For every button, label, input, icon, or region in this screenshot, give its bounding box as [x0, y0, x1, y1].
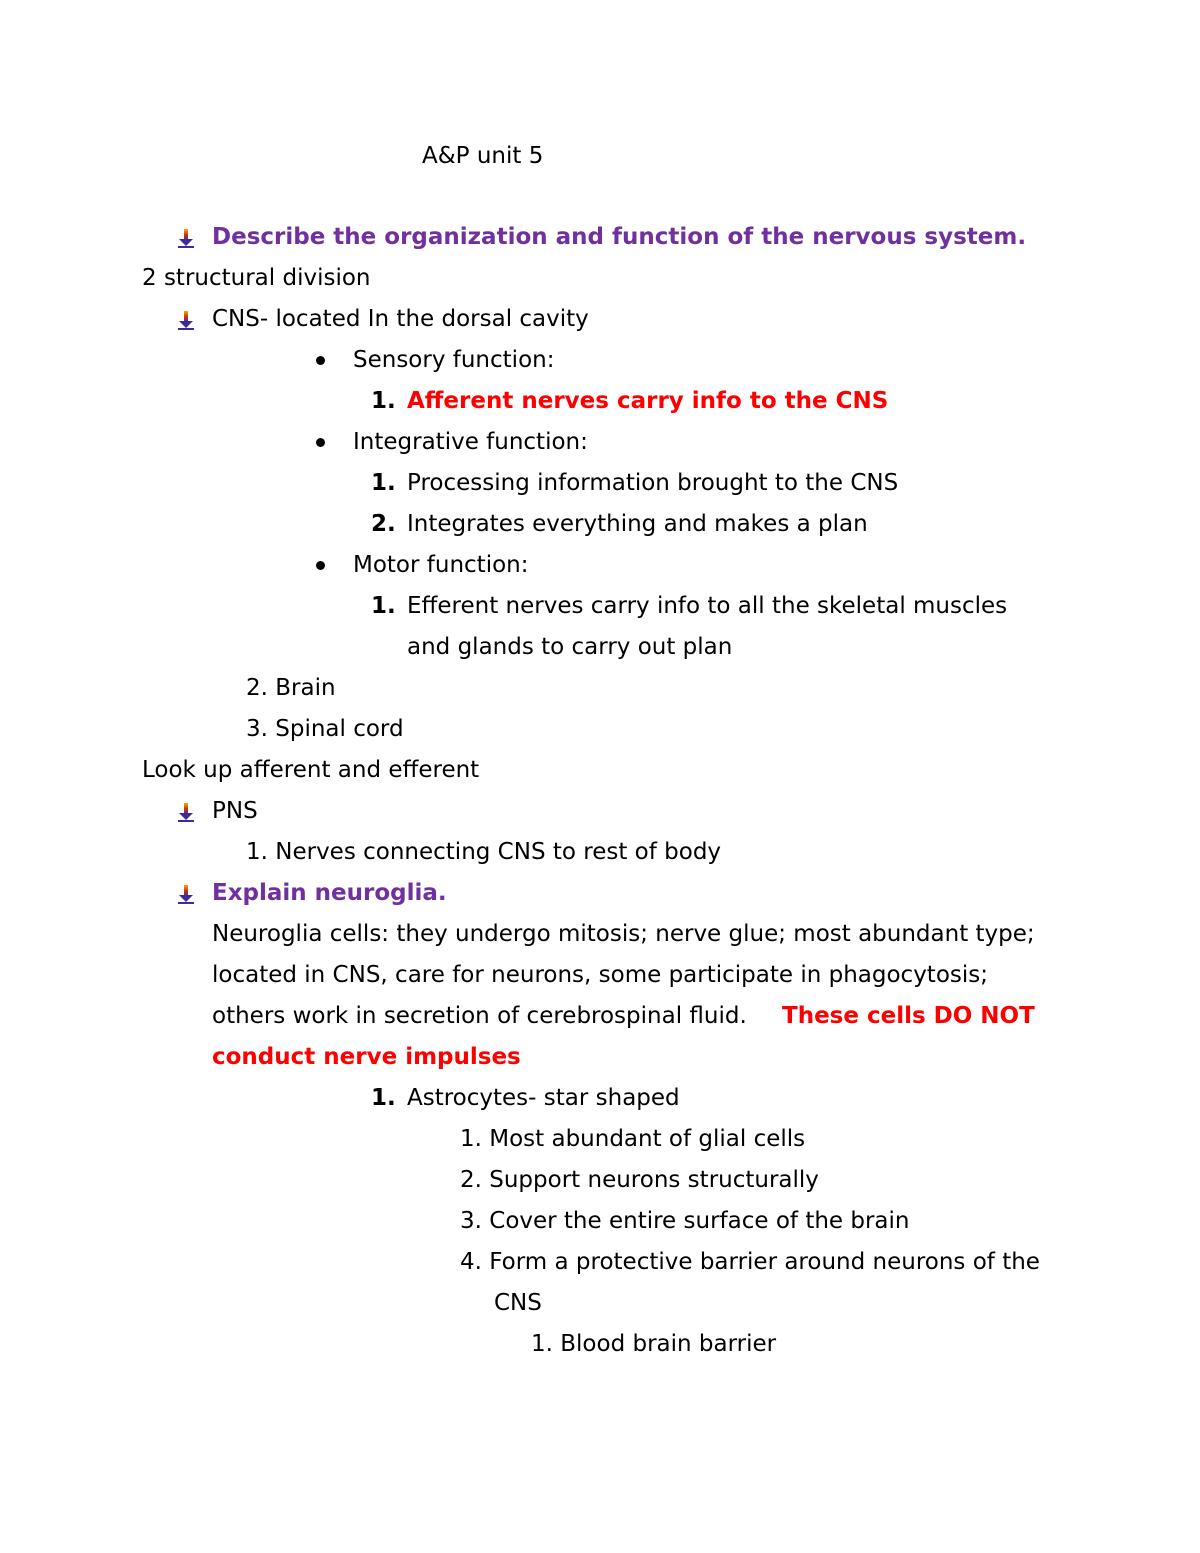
- arrow-bullet-icon: [178, 309, 194, 331]
- processing-info-text: Processing information brought to the CNS: [407, 470, 899, 496]
- integrative-function-text: Integrative function:: [353, 429, 588, 455]
- list-number: 1.: [371, 593, 396, 619]
- list-number: 1.: [371, 470, 396, 496]
- brain-item: 2. Brain: [246, 675, 336, 701]
- astrocytes-text: Astrocytes- star shaped: [407, 1085, 680, 1111]
- astrocytes-item-2: 2. Support neurons structurally: [460, 1167, 819, 1193]
- heading-nervous-system: Describe the organization and function of the nervous system.: [212, 224, 1027, 250]
- sensory-function-text: Sensory function:: [353, 347, 555, 373]
- list-number: 1.: [371, 388, 396, 414]
- arrow-bullet-icon: [178, 227, 194, 249]
- astrocytes-item-4: 4. Form a protective barrier around neurons of the: [460, 1249, 1040, 1275]
- look-up-text: Look up afferent and efferent: [142, 757, 480, 783]
- neuroglia-warning-2: conduct nerve impulses: [212, 1044, 521, 1070]
- pns-text: PNS: [212, 798, 258, 824]
- arrow-bullet-icon: [178, 883, 194, 905]
- arrow-bullet-icon: [178, 801, 194, 823]
- astrocytes-item-1: 1. Most abundant of glial cells: [460, 1126, 806, 1152]
- integrates-text: Integrates everything and makes a plan: [407, 511, 868, 537]
- neuroglia-warning-1: These cells DO NOT: [782, 1003, 1035, 1029]
- pns-item: 1. Nerves connecting CNS to rest of body: [246, 839, 722, 865]
- document-title: A&P unit 5: [422, 143, 544, 169]
- spinal-cord-item: 3. Spinal cord: [246, 716, 404, 742]
- bullet-dot-icon: [316, 438, 325, 447]
- neuroglia-paragraph-3: others work in secretion of cerebrospinal fluid.: [212, 1003, 747, 1029]
- neuroglia-paragraph-1: Neuroglia cells: they undergo mitosis; nerve glue; most abundant type;: [212, 921, 1035, 947]
- astrocytes-item-4-cont: CNS: [494, 1290, 542, 1316]
- list-number: 2.: [371, 511, 396, 537]
- bullet-dot-icon: [316, 561, 325, 570]
- cns-text: CNS- located In the dorsal cavity: [212, 306, 589, 332]
- efferent-nerves-text-cont: and glands to carry out plan: [407, 634, 733, 660]
- astrocytes-item-3: 3. Cover the entire surface of the brain: [460, 1208, 910, 1234]
- structural-division-text: 2 structural division: [142, 265, 371, 291]
- efferent-nerves-text: Efferent nerves carry info to all the skeletal muscles: [407, 593, 1008, 619]
- neuroglia-paragraph-2: located in CNS, care for neurons, some participate in phagocytosis;: [212, 962, 989, 988]
- blood-brain-barrier-item: 1. Blood brain barrier: [531, 1331, 777, 1357]
- afferent-nerves-text: Afferent nerves carry info to the CNS: [407, 388, 889, 414]
- list-number: 1.: [371, 1085, 396, 1111]
- motor-function-text: Motor function:: [353, 552, 529, 578]
- bullet-dot-icon: [316, 356, 325, 365]
- heading-neuroglia: Explain neuroglia.: [212, 880, 447, 906]
